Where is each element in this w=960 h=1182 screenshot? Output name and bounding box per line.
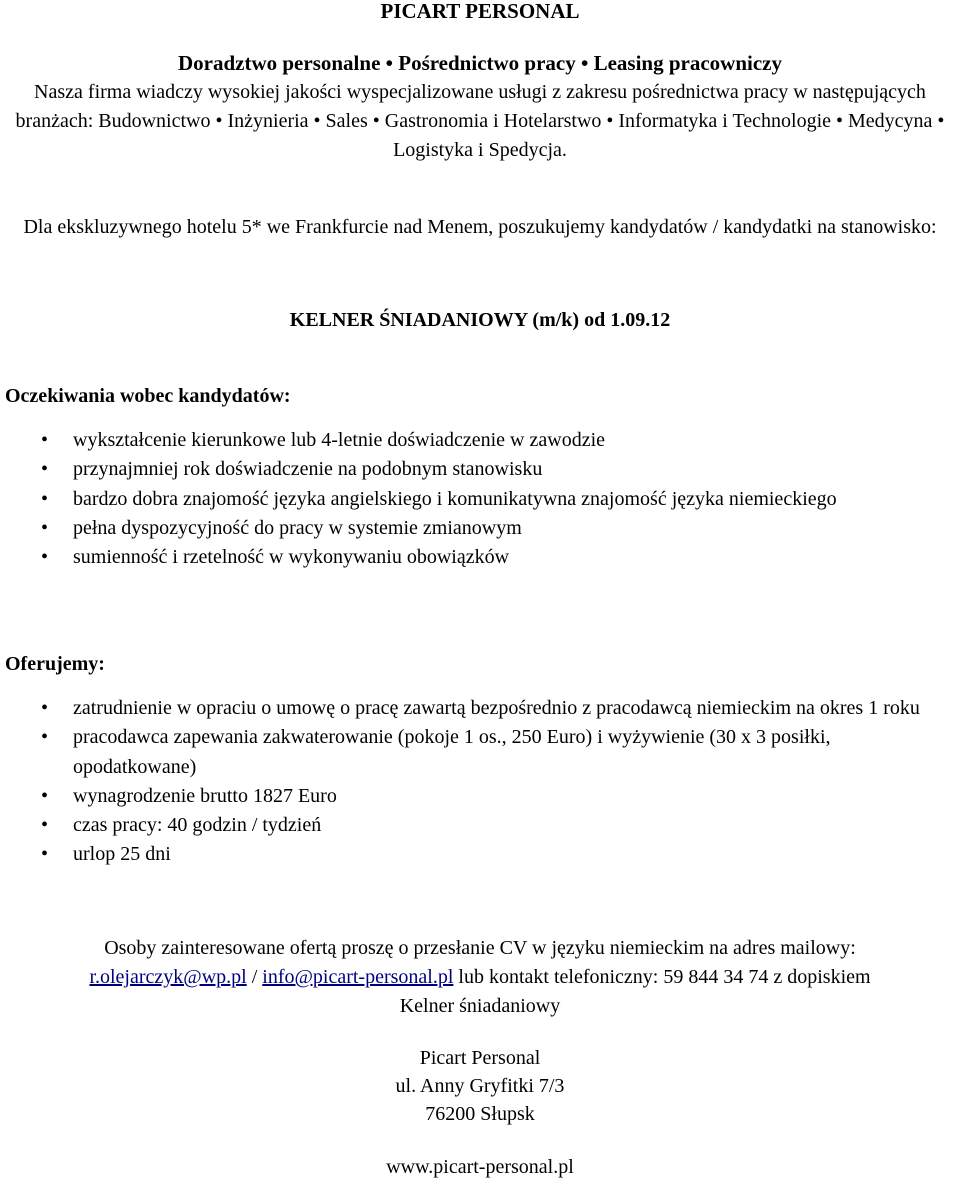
list-item-text: bardzo dobra znajomość języka angielskiego i komunikatywna znajomość języka niemieckiego [73,487,837,510]
bullet-icon: • [41,516,49,539]
services-tagline: Doradztwo personalne • Pośrednictwo pracy • Leasing pracowniczy [177,51,783,75]
company-address [0,1044,960,1128]
contact-info [0,934,960,1021]
list-item [0,694,960,723]
bullet-icon: • [41,784,49,807]
list-item [0,543,960,572]
contact-instructions: Osoby zainteresowane ofertą proszę o przesłanie CV w języku niemieckim na adres mailowy: [104,937,856,959]
address-street: ul. Anny Gryfitki 7/3 [395,1075,565,1097]
email-link-info[interactable]: info@picart-personal.pl [262,966,454,988]
list-item [0,840,960,869]
hotel-intro: Dla ekskluzywnego hotelu 5* we Frankfurcie nad Menem, poszukujemy kandydatów / kandydatki na stanowisko: [23,216,937,238]
bullet-icon: • [41,546,49,569]
website-url: www.picart-personal.pl [386,1156,574,1178]
company-intro: Nasza firma wiadczy wysokiej jakości wyspecjalizowane usługi z zakresu pośrednictwa pracy w następujących branżach: Budownictwo • Inżynieria • Sales • Gastronomia i Hotelarstwo • Informatyka i Technologie • Medycyna • Logistyka i Spedycja. [15,81,945,161]
bullet-icon: • [41,726,49,749]
list-item-text: wykształcenie kierunkowe lub 4-letnie doświadczenie w zawodzie [73,429,606,451]
list-item-text: pracodawca zapewania zakwaterowanie (pokoje 1 os., 250 Euro) i wyżywienie (30 x 3 posiłki, opodatkowane) [73,726,831,778]
list-item [0,485,960,514]
bullet-icon: • [41,814,49,837]
expectations-list [0,426,960,572]
list-item-text: czas pracy: 40 godzin / tydzień [73,814,322,837]
company-name: PICART PERSONAL [380,0,580,23]
job-position-title: KELNER ŚNIADANIOWY (m/k) od 1.09.12 [289,309,671,331]
contact-note: Kelner śniadaniowy [399,995,561,1017]
list-item [0,426,960,455]
address-city: 76200 Słupsk [425,1103,535,1125]
list-item-text: pełna dyspozycyjność do pracy w systemie zmianowym [73,516,522,539]
list-item [0,723,960,782]
address-name: Picart Personal [419,1047,541,1069]
list-item-text: wynagrodzenie brutto 1827 Euro [73,784,337,807]
bullet-icon: • [41,487,49,510]
list-item-text: zatrudnienie w opraciu o umowę o pracę zawartą bezpośrednio z pracodawcą niemieckim na okres 1 roku [73,697,920,719]
bullet-icon: • [41,843,49,866]
offer-heading: Oferujemy: [5,653,105,675]
list-item-text: urlop 25 dni [73,843,171,866]
bullet-icon: • [41,697,49,719]
phone-contact-text: lub kontakt telefoniczny: 59 844 34 74 z dopiskiem [453,966,871,988]
list-item [0,455,960,484]
expectations-heading: Oczekiwania wobec kandydatów: [5,385,291,407]
list-item [0,514,960,543]
list-item [0,811,960,840]
offer-list [0,694,960,870]
list-item-text: przynajmniej rok doświadczenie na podobnym stanowisku [73,458,543,481]
email-separator: / [246,966,263,988]
bullet-icon: • [41,429,49,451]
contact-details [0,963,960,992]
email-link-primary[interactable]: r.olejarczyk@wp.pl [89,966,247,988]
list-item [0,782,960,811]
bullet-icon: • [41,458,49,481]
list-item-text: sumienność i rzetelność w wykonywaniu obowiązków [73,546,510,569]
